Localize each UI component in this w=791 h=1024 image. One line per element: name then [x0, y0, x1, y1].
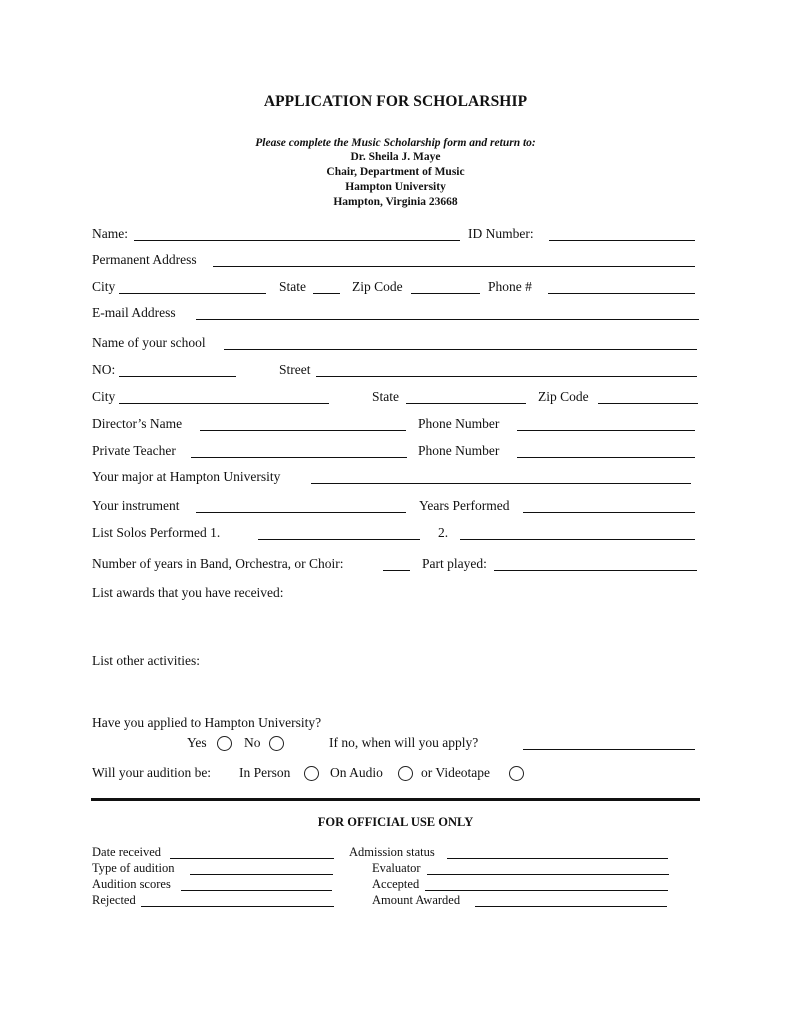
solo-2-input[interactable]	[460, 539, 695, 540]
address-line: Hampton, Virginia 23668	[333, 196, 458, 208]
years-performed-input[interactable]	[523, 512, 695, 513]
school-no-label: NO:	[92, 362, 116, 377]
solo-1-input[interactable]	[258, 539, 420, 540]
amount-awarded-label: Amount Awarded	[372, 893, 461, 907]
awards-label: List awards that you have received:	[92, 585, 284, 600]
email-label: E-mail Address	[92, 305, 176, 320]
type-of-audition-input[interactable]	[190, 874, 333, 875]
school-street-input[interactable]	[316, 376, 697, 377]
address-line: Chair, Department of Music	[326, 166, 465, 178]
date-received-label: Date received	[92, 845, 162, 859]
school-street-label: Street	[279, 362, 311, 377]
major-label: Your major at Hampton University	[92, 469, 281, 484]
teacher-phone-input[interactable]	[517, 457, 695, 458]
private-teacher-label: Private Teacher	[92, 443, 176, 458]
school-city-label: City	[92, 389, 116, 404]
major-input[interactable]	[311, 483, 691, 484]
in-person-radio[interactable]	[304, 766, 319, 781]
years-performed-label: Years Performed	[419, 498, 510, 513]
school-state-input[interactable]	[406, 403, 526, 404]
address-line: Dr. Sheila J. Maye	[350, 151, 441, 163]
yes-label: Yes	[187, 735, 207, 750]
rejected-label: Rejected	[92, 893, 136, 907]
director-phone-input[interactable]	[517, 430, 695, 431]
school-name-label: Name of your school	[92, 335, 206, 350]
phone-input[interactable]	[548, 293, 695, 294]
director-name-label: Director’s Name	[92, 416, 183, 431]
accepted-label: Accepted	[372, 877, 420, 891]
type-of-audition-label: Type of audition	[92, 861, 175, 875]
state-label: State	[279, 279, 306, 294]
director-phone-label: Phone Number	[418, 416, 500, 431]
state-input[interactable]	[313, 293, 340, 294]
school-city-input[interactable]	[119, 403, 329, 404]
yes-radio[interactable]	[217, 736, 232, 751]
admission-status-input[interactable]	[447, 858, 668, 859]
name-input[interactable]	[134, 240, 460, 241]
id-number-input[interactable]	[549, 240, 695, 241]
videotape-radio[interactable]	[509, 766, 524, 781]
city-label: City	[92, 279, 116, 294]
school-zip-label: Zip Code	[538, 389, 589, 404]
audition-question-label: Will your audition be:	[92, 765, 212, 780]
address-line: Hampton University	[345, 181, 446, 193]
teacher-phone-label: Phone Number	[418, 443, 500, 458]
email-input[interactable]	[196, 319, 699, 320]
when-apply-label: If no, when will you apply?	[329, 735, 479, 750]
rejected-input[interactable]	[141, 906, 334, 907]
name-label: Name:	[92, 226, 128, 241]
when-apply-input[interactable]	[523, 749, 695, 750]
instruction-text: Please complete the Music Scholarship form and return to:	[255, 137, 536, 149]
part-played-label: Part played:	[422, 556, 487, 571]
admission-status-label: Admission status	[349, 845, 435, 859]
audition-scores-input[interactable]	[181, 890, 332, 891]
years-band-label: Number of years in Band, Orchestra, or Choir:	[92, 556, 344, 571]
instrument-label: Your instrument	[92, 498, 180, 513]
years-band-input[interactable]	[383, 570, 410, 571]
school-zip-input[interactable]	[598, 403, 698, 404]
form-title: APPLICATION FOR SCHOLARSHIP	[263, 93, 528, 110]
city-input[interactable]	[119, 293, 266, 294]
no-radio[interactable]	[269, 736, 284, 751]
school-name-input[interactable]	[224, 349, 697, 350]
id-number-label: ID Number:	[468, 226, 534, 241]
evaluator-input[interactable]	[427, 874, 669, 875]
accepted-input[interactable]	[425, 890, 668, 891]
no-label: No	[244, 735, 261, 750]
applied-question-label: Have you applied to Hampton University?	[92, 715, 322, 730]
on-audio-label: On Audio	[330, 765, 383, 780]
instrument-input[interactable]	[196, 512, 406, 513]
in-person-label: In Person	[239, 765, 291, 780]
zip-code-input[interactable]	[411, 293, 480, 294]
activities-label: List other activities:	[92, 653, 200, 668]
school-state-label: State	[372, 389, 399, 404]
permanent-address-label: Permanent Address	[92, 252, 197, 267]
on-audio-radio[interactable]	[398, 766, 413, 781]
audition-scores-label: Audition scores	[92, 877, 171, 891]
section-divider	[91, 798, 700, 801]
school-no-input[interactable]	[119, 376, 236, 377]
videotape-label: or Videotape	[421, 765, 491, 780]
evaluator-label: Evaluator	[372, 861, 421, 875]
amount-awarded-input[interactable]	[475, 906, 667, 907]
director-name-input[interactable]	[200, 430, 406, 431]
solos-label: List Solos Performed 1.	[92, 525, 221, 540]
solo-2-label: 2.	[438, 525, 449, 540]
official-use-heading: FOR OFFICIAL USE ONLY	[317, 815, 474, 829]
zip-code-label: Zip Code	[352, 279, 403, 294]
date-received-input[interactable]	[170, 858, 334, 859]
permanent-address-input[interactable]	[213, 266, 695, 267]
phone-label: Phone #	[488, 279, 532, 294]
private-teacher-input[interactable]	[191, 457, 407, 458]
part-played-input[interactable]	[494, 570, 697, 571]
